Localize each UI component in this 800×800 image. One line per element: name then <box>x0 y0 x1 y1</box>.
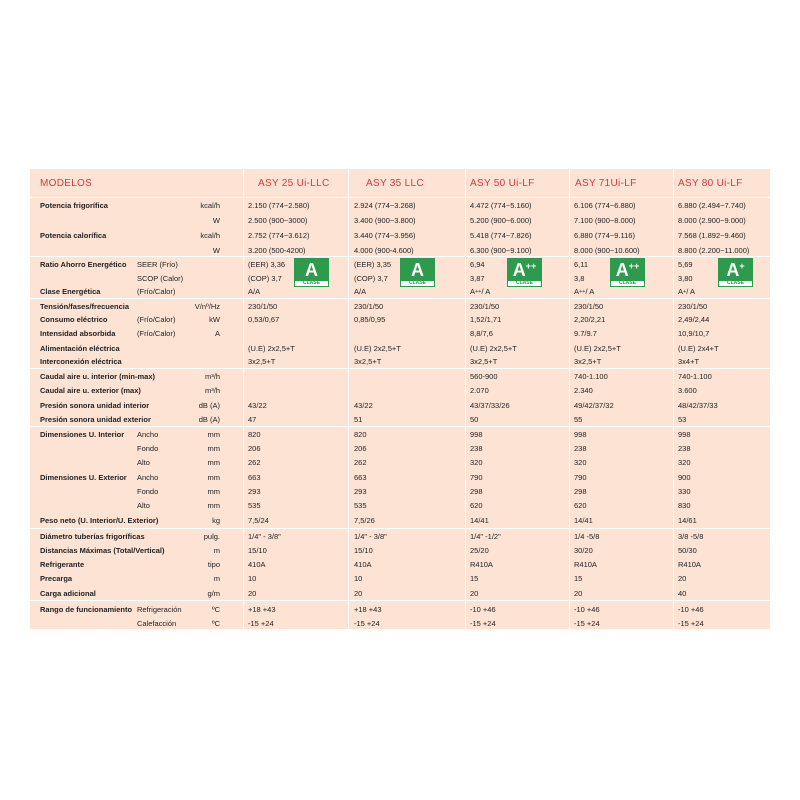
row-divider <box>30 600 770 601</box>
row-label: Dimensiones U. Interior <box>40 430 125 439</box>
row-value: -15 +24 <box>354 619 380 628</box>
row-value: 8.800 (2.200~11.000) <box>678 246 750 255</box>
row-value: 50/30 <box>678 546 697 555</box>
row-label: Distancias Máximas (Total/Vertical) <box>40 546 165 555</box>
row-value: 8.000 (2.900~9.000) <box>678 216 746 225</box>
table-row <box>30 530 770 543</box>
table-row <box>30 313 770 326</box>
row-value: 2,20/2,21 <box>574 315 606 324</box>
table-row <box>30 199 770 212</box>
table-row <box>30 384 770 397</box>
table-row <box>30 471 770 484</box>
row-value: R410A <box>678 560 701 569</box>
row-unit: mm <box>207 487 220 496</box>
row-value: 7.568 (1.892~9.460) <box>678 231 746 240</box>
energy-class-badge-icon <box>610 258 645 287</box>
spec-table <box>30 169 770 629</box>
row-value: 15/10 <box>248 546 267 555</box>
row-value: 410A <box>354 560 372 569</box>
row-value: A ++ / A <box>470 287 491 296</box>
row-value: 3x2,5+T <box>470 357 498 366</box>
row-value: 830 <box>678 501 691 510</box>
row-value: (COP) 3,7 <box>354 274 388 283</box>
column-divider <box>465 169 466 629</box>
row-value: 740-1.100 <box>574 372 608 381</box>
row-value: 1/4" - 3/8" <box>248 532 281 541</box>
row-value: 49/42/37/32 <box>574 401 614 410</box>
row-value: 820 <box>354 430 367 439</box>
row-value: 43/22 <box>248 401 267 410</box>
row-unit: mm <box>207 501 220 510</box>
badge-plus: + <box>739 261 745 271</box>
row-label: Caudal aire u. interior (min-max) <box>40 372 156 381</box>
row-value: 1/4" - 3/8" <box>354 532 387 541</box>
table-row <box>30 485 770 498</box>
row-unit: m³/h <box>205 372 220 381</box>
row-sublabel: Ancho <box>137 473 159 482</box>
row-value: 560-900 <box>470 372 498 381</box>
row-label: Dimensiones U. Exterior <box>40 473 127 482</box>
model-header: ASY 35 LLC <box>366 177 424 189</box>
energy-class-badge-icon <box>718 258 753 287</box>
row-unit: mm <box>207 458 220 467</box>
model-header: ASY 71Ui-LF <box>575 177 637 189</box>
table-row <box>30 342 770 355</box>
row-value: 293 <box>354 487 367 496</box>
row-value: 8.000 (900~10.600) <box>574 246 640 255</box>
row-value: 8,8/7,6 <box>470 329 493 338</box>
row-value: 320 <box>678 458 691 467</box>
energy-class-letter <box>411 259 424 281</box>
energy-class-badge-icon <box>294 258 329 287</box>
row-value: 6.880 (2.494~7.740) <box>678 201 746 210</box>
row-label: Potencia calorífica <box>40 231 107 240</box>
row-label: Precarga <box>40 574 73 583</box>
models-label: MODELOS <box>40 177 93 189</box>
row-value: 4.472 (774~5.160) <box>470 201 532 210</box>
row-value: 20 <box>248 589 257 598</box>
row-value: 998 <box>470 430 483 439</box>
table-row <box>30 572 770 585</box>
row-value: 1/4" -1/2" <box>470 532 501 541</box>
row-value: 14/61 <box>678 516 697 525</box>
row-divider <box>30 528 770 529</box>
row-value: 3.600 <box>678 386 697 395</box>
table-row <box>30 558 770 571</box>
row-unit: mm <box>207 444 220 453</box>
row-sublabel: SEER (Frío) <box>137 260 178 269</box>
row-value: 790 <box>574 473 587 482</box>
row-value: 6,11 <box>574 260 589 269</box>
row-value: 2,49/2,44 <box>678 315 710 324</box>
row-value: 4.000 (900-4.600) <box>354 246 414 255</box>
row-divider <box>30 197 770 198</box>
row-value: 293 <box>248 487 261 496</box>
row-value: 53 <box>678 415 687 424</box>
row-value: 2.500 (900~3000) <box>248 216 308 225</box>
row-value: -15 +24 <box>248 619 274 628</box>
row-sublabel: Alto <box>137 458 150 467</box>
row-value: 230/1/50 <box>248 302 278 311</box>
row-value: (EER) 3,36 <box>248 260 286 269</box>
row-value: 40 <box>678 589 687 598</box>
row-value: 2.150 (774~2.580) <box>248 201 310 210</box>
row-value: 230/1/50 <box>574 302 604 311</box>
row-value: 6.880 (774~9.116) <box>574 231 635 240</box>
row-label: Consumo eléctrico <box>40 315 108 324</box>
row-value: 2.924 (774~3.268) <box>354 201 416 210</box>
row-label: Peso neto (U. Interior/U. Exterior) <box>40 516 159 525</box>
row-unit: m <box>213 574 220 583</box>
energy-class-letter <box>616 259 640 281</box>
row-value: 238 <box>470 444 483 453</box>
row-value: -15 +24 <box>574 619 600 628</box>
row-value: 298 <box>470 487 483 496</box>
row-value: 206 <box>354 444 367 453</box>
row-value: 55 <box>574 415 583 424</box>
row-value: 20 <box>678 574 687 583</box>
row-sublabel: (Frío/Calor) <box>137 315 176 324</box>
row-value: 10 <box>248 574 257 583</box>
row-value: 410A <box>248 560 266 569</box>
row-value: 998 <box>574 430 587 439</box>
row-value: 50 <box>470 415 479 424</box>
row-value: R410A <box>470 560 493 569</box>
table-row <box>30 300 770 313</box>
row-value: 262 <box>354 458 367 467</box>
row-value: 14/41 <box>470 516 489 525</box>
row-unit: kW <box>209 315 220 324</box>
row-label: Caudal aire u. exterior (max) <box>40 386 141 395</box>
row-value: 535 <box>248 501 261 510</box>
row-value: 51 <box>354 415 363 424</box>
table-row <box>30 544 770 557</box>
row-value: -10 +46 <box>470 605 496 614</box>
row-value: 320 <box>470 458 483 467</box>
row-unit: tipo <box>207 560 220 569</box>
row-value: (U.E) 2x4+T <box>678 344 719 353</box>
row-value: 20 <box>470 589 479 598</box>
badge-clase-label: CLASE <box>295 281 328 286</box>
row-value: 25/20 <box>470 546 489 555</box>
energy-class-badge-icon <box>400 258 435 287</box>
badge-plus: ++ <box>628 261 640 271</box>
row-value: 230/1/50 <box>678 302 708 311</box>
row-value: 238 <box>678 444 691 453</box>
row-value: 790 <box>470 473 483 482</box>
table-row <box>30 413 770 426</box>
row-divider <box>30 426 770 427</box>
table-row <box>30 587 770 600</box>
row-value: 14/41 <box>574 516 593 525</box>
row-unit: m³/h <box>205 386 220 395</box>
row-value: 7.100 (900~8.000) <box>574 216 636 225</box>
row-value: 43/22 <box>354 401 373 410</box>
row-value: 900 <box>678 473 691 482</box>
row-sublabel: (Frío/Calor) <box>137 329 176 338</box>
row-divider <box>30 256 770 257</box>
row-value: (COP) 3,7 <box>248 274 282 283</box>
table-row <box>30 603 770 616</box>
row-value: 663 <box>354 473 367 482</box>
badge-letter: A <box>615 260 629 280</box>
row-value: 2.070 <box>470 386 489 395</box>
row-value: 10,9/10,7 <box>678 329 710 338</box>
row-unit: mm <box>207 473 220 482</box>
row-value: 48/42/37/33 <box>678 401 718 410</box>
row-label: Interconexión eléctrica <box>40 357 122 366</box>
row-divider <box>30 368 770 369</box>
row-sublabel: Alto <box>137 501 150 510</box>
row-value: 10 <box>354 574 363 583</box>
table-row <box>30 355 770 368</box>
row-value: (U.E) 2x2,5+T <box>248 344 295 353</box>
badge-letter: A <box>411 260 424 280</box>
row-value: (U.E) 2x2,5+T <box>354 344 401 353</box>
row-unit: dB (A) <box>198 415 220 424</box>
row-value: 47 <box>248 415 257 424</box>
row-value: +18 +43 <box>248 605 276 614</box>
column-divider <box>569 169 570 629</box>
row-value: 230/1/50 <box>354 302 384 311</box>
row-value: 6.106 (774~6.880) <box>574 201 636 210</box>
row-unit: m <box>213 546 220 555</box>
row-label: Tensión/fases/frecuencia <box>40 302 130 311</box>
row-value: 206 <box>248 444 261 453</box>
row-sublabel: Calefacción <box>137 619 177 628</box>
row-sublabel: Fondo <box>137 444 159 453</box>
row-value: 0,53/0,67 <box>248 315 280 324</box>
row-value: -10 +46 <box>678 605 704 614</box>
row-value: 7,5/26 <box>354 516 375 525</box>
row-sublabel: Fondo <box>137 487 159 496</box>
badge-letter: A <box>726 260 740 280</box>
table-row <box>30 617 770 630</box>
row-value: 620 <box>574 501 587 510</box>
row-label: Carga adicional <box>40 589 96 598</box>
column-divider <box>673 169 674 629</box>
row-unit: A <box>214 329 220 338</box>
row-value: 3x2,5+T <box>574 357 602 366</box>
table-row <box>30 214 770 227</box>
row-label: Intensidad absorbida <box>40 329 116 338</box>
model-header: ASY 80 Ui-LF <box>678 177 743 189</box>
row-value: 330 <box>678 487 691 496</box>
table-row <box>30 327 770 340</box>
energy-class-letter <box>513 259 537 281</box>
row-value: 320 <box>574 458 587 467</box>
row-value: 3,87 <box>470 274 485 283</box>
row-value: 3/8 -5/8 <box>678 532 704 541</box>
row-value: 0,85/0,95 <box>354 315 386 324</box>
row-label: Presión sonora unidad exterior <box>40 415 151 424</box>
row-sublabel: (Frío/Calor) <box>137 287 176 296</box>
row-unit: dB (A) <box>198 401 220 410</box>
table-row <box>30 442 770 455</box>
row-value: 5.200 (900~6.000) <box>470 216 532 225</box>
row-divider <box>30 298 770 299</box>
row-value: 3x2,5+T <box>248 357 276 366</box>
row-value: 3.440 (774~3.956) <box>354 231 416 240</box>
row-value: A + / A <box>678 287 695 296</box>
row-value: 20 <box>354 589 363 598</box>
row-value: 6,94 <box>470 260 485 269</box>
row-value: A/A <box>354 287 367 296</box>
row-label: Refrigerante <box>40 560 85 569</box>
row-value: -15 +24 <box>470 619 496 628</box>
table-row <box>30 370 770 383</box>
column-divider <box>348 169 349 629</box>
table-row <box>30 456 770 469</box>
model-header: ASY 50 Ui-LF <box>470 177 535 189</box>
badge-clase-label: CLASE <box>611 281 644 286</box>
row-value: 2.340 <box>574 386 593 395</box>
row-unit: V/nº/Hz <box>194 302 220 311</box>
row-label: Presión sonora unidad interior <box>40 401 150 410</box>
row-value: (U.E) 2x2,5+T <box>574 344 621 353</box>
row-value: (U.E) 2x2,5+T <box>470 344 517 353</box>
badge-clase-label: CLASE <box>508 281 541 286</box>
row-unit: W <box>212 216 220 225</box>
row-value: R410A <box>574 560 597 569</box>
row-label: Clase Energética <box>40 287 101 296</box>
row-value: 230/1/50 <box>470 302 500 311</box>
row-unit: kcal/h <box>200 201 220 210</box>
table-row <box>30 428 770 441</box>
row-label: Alimentación eléctrica <box>40 344 120 353</box>
row-value: 740-1.100 <box>678 372 712 381</box>
badge-clase-label: CLASE <box>401 281 434 286</box>
row-unit: g/m <box>207 589 220 598</box>
table-row <box>30 499 770 512</box>
row-value: 663 <box>248 473 261 482</box>
row-value: 1,52/1,71 <box>470 315 502 324</box>
row-sublabel: SCOP (Calor) <box>137 274 184 283</box>
row-value: 238 <box>574 444 587 453</box>
row-value: 7,5/24 <box>248 516 269 525</box>
row-value: 15 <box>574 574 583 583</box>
row-value: 820 <box>248 430 261 439</box>
row-value: 15/10 <box>354 546 373 555</box>
row-value: 5.418 (774~7.826) <box>470 231 532 240</box>
row-unit: mm <box>207 430 220 439</box>
table-row <box>30 229 770 242</box>
row-value: 30/20 <box>574 546 593 555</box>
row-value: 2.752 (774~3.612) <box>248 231 310 240</box>
badge-plus: ++ <box>525 261 537 271</box>
row-value: 3,8 <box>574 274 585 283</box>
row-label: Ratio Ahorro Energético <box>40 260 127 269</box>
row-value: 620 <box>470 501 483 510</box>
row-label: Rango de funcionamiento <box>40 605 133 614</box>
row-value: 5,69 <box>678 260 693 269</box>
row-value: 3,80 <box>678 274 693 283</box>
column-divider <box>243 169 244 629</box>
row-value: 262 <box>248 458 261 467</box>
table-row <box>30 399 770 412</box>
row-value: 43/37/33/26 <box>470 401 510 410</box>
row-unit: kcal/h <box>200 231 220 240</box>
row-value: 20 <box>574 589 583 598</box>
energy-class-letter <box>305 259 318 281</box>
row-value: 3x4+T <box>678 357 700 366</box>
model-header: ASY 25 Ui-LLC <box>258 177 330 189</box>
row-value: 535 <box>354 501 367 510</box>
row-value: A ++ / A <box>574 287 595 296</box>
badge-letter: A <box>512 260 526 280</box>
row-sublabel: Refrigeración <box>137 605 182 614</box>
badge-clase-label: CLASE <box>719 281 752 286</box>
row-value: 3.200 (500-4200) <box>248 246 306 255</box>
row-value: -15 +24 <box>678 619 704 628</box>
row-value: -10 +46 <box>574 605 600 614</box>
row-value: 998 <box>678 430 691 439</box>
row-unit: W <box>212 246 220 255</box>
table-row <box>30 514 770 527</box>
row-value: 3x2,5+T <box>354 357 382 366</box>
row-label: Diámetro tuberías frigoríficas <box>40 532 145 541</box>
row-unit: kg <box>212 516 220 525</box>
row-value: (EER) 3,35 <box>354 260 392 269</box>
row-unit: ºC <box>211 619 220 628</box>
row-unit: ºC <box>211 605 220 614</box>
row-value: 3.400 (900~3.800) <box>354 216 416 225</box>
row-sublabel: Ancho <box>137 430 159 439</box>
badge-letter: A <box>305 260 318 280</box>
row-value: +18 +43 <box>354 605 382 614</box>
row-value: 9.7/9.7 <box>574 329 597 338</box>
energy-class-badge-icon <box>507 258 542 287</box>
row-unit: pulg. <box>203 532 220 541</box>
row-value: 1/4 -5/8 <box>574 532 600 541</box>
row-value: 15 <box>470 574 479 583</box>
row-value: 6.300 (900~9.100) <box>470 246 532 255</box>
row-value: A/A <box>248 287 261 296</box>
energy-class-letter <box>726 259 744 281</box>
row-label: Potencia frigorífica <box>40 201 108 210</box>
row-value: 298 <box>574 487 587 496</box>
